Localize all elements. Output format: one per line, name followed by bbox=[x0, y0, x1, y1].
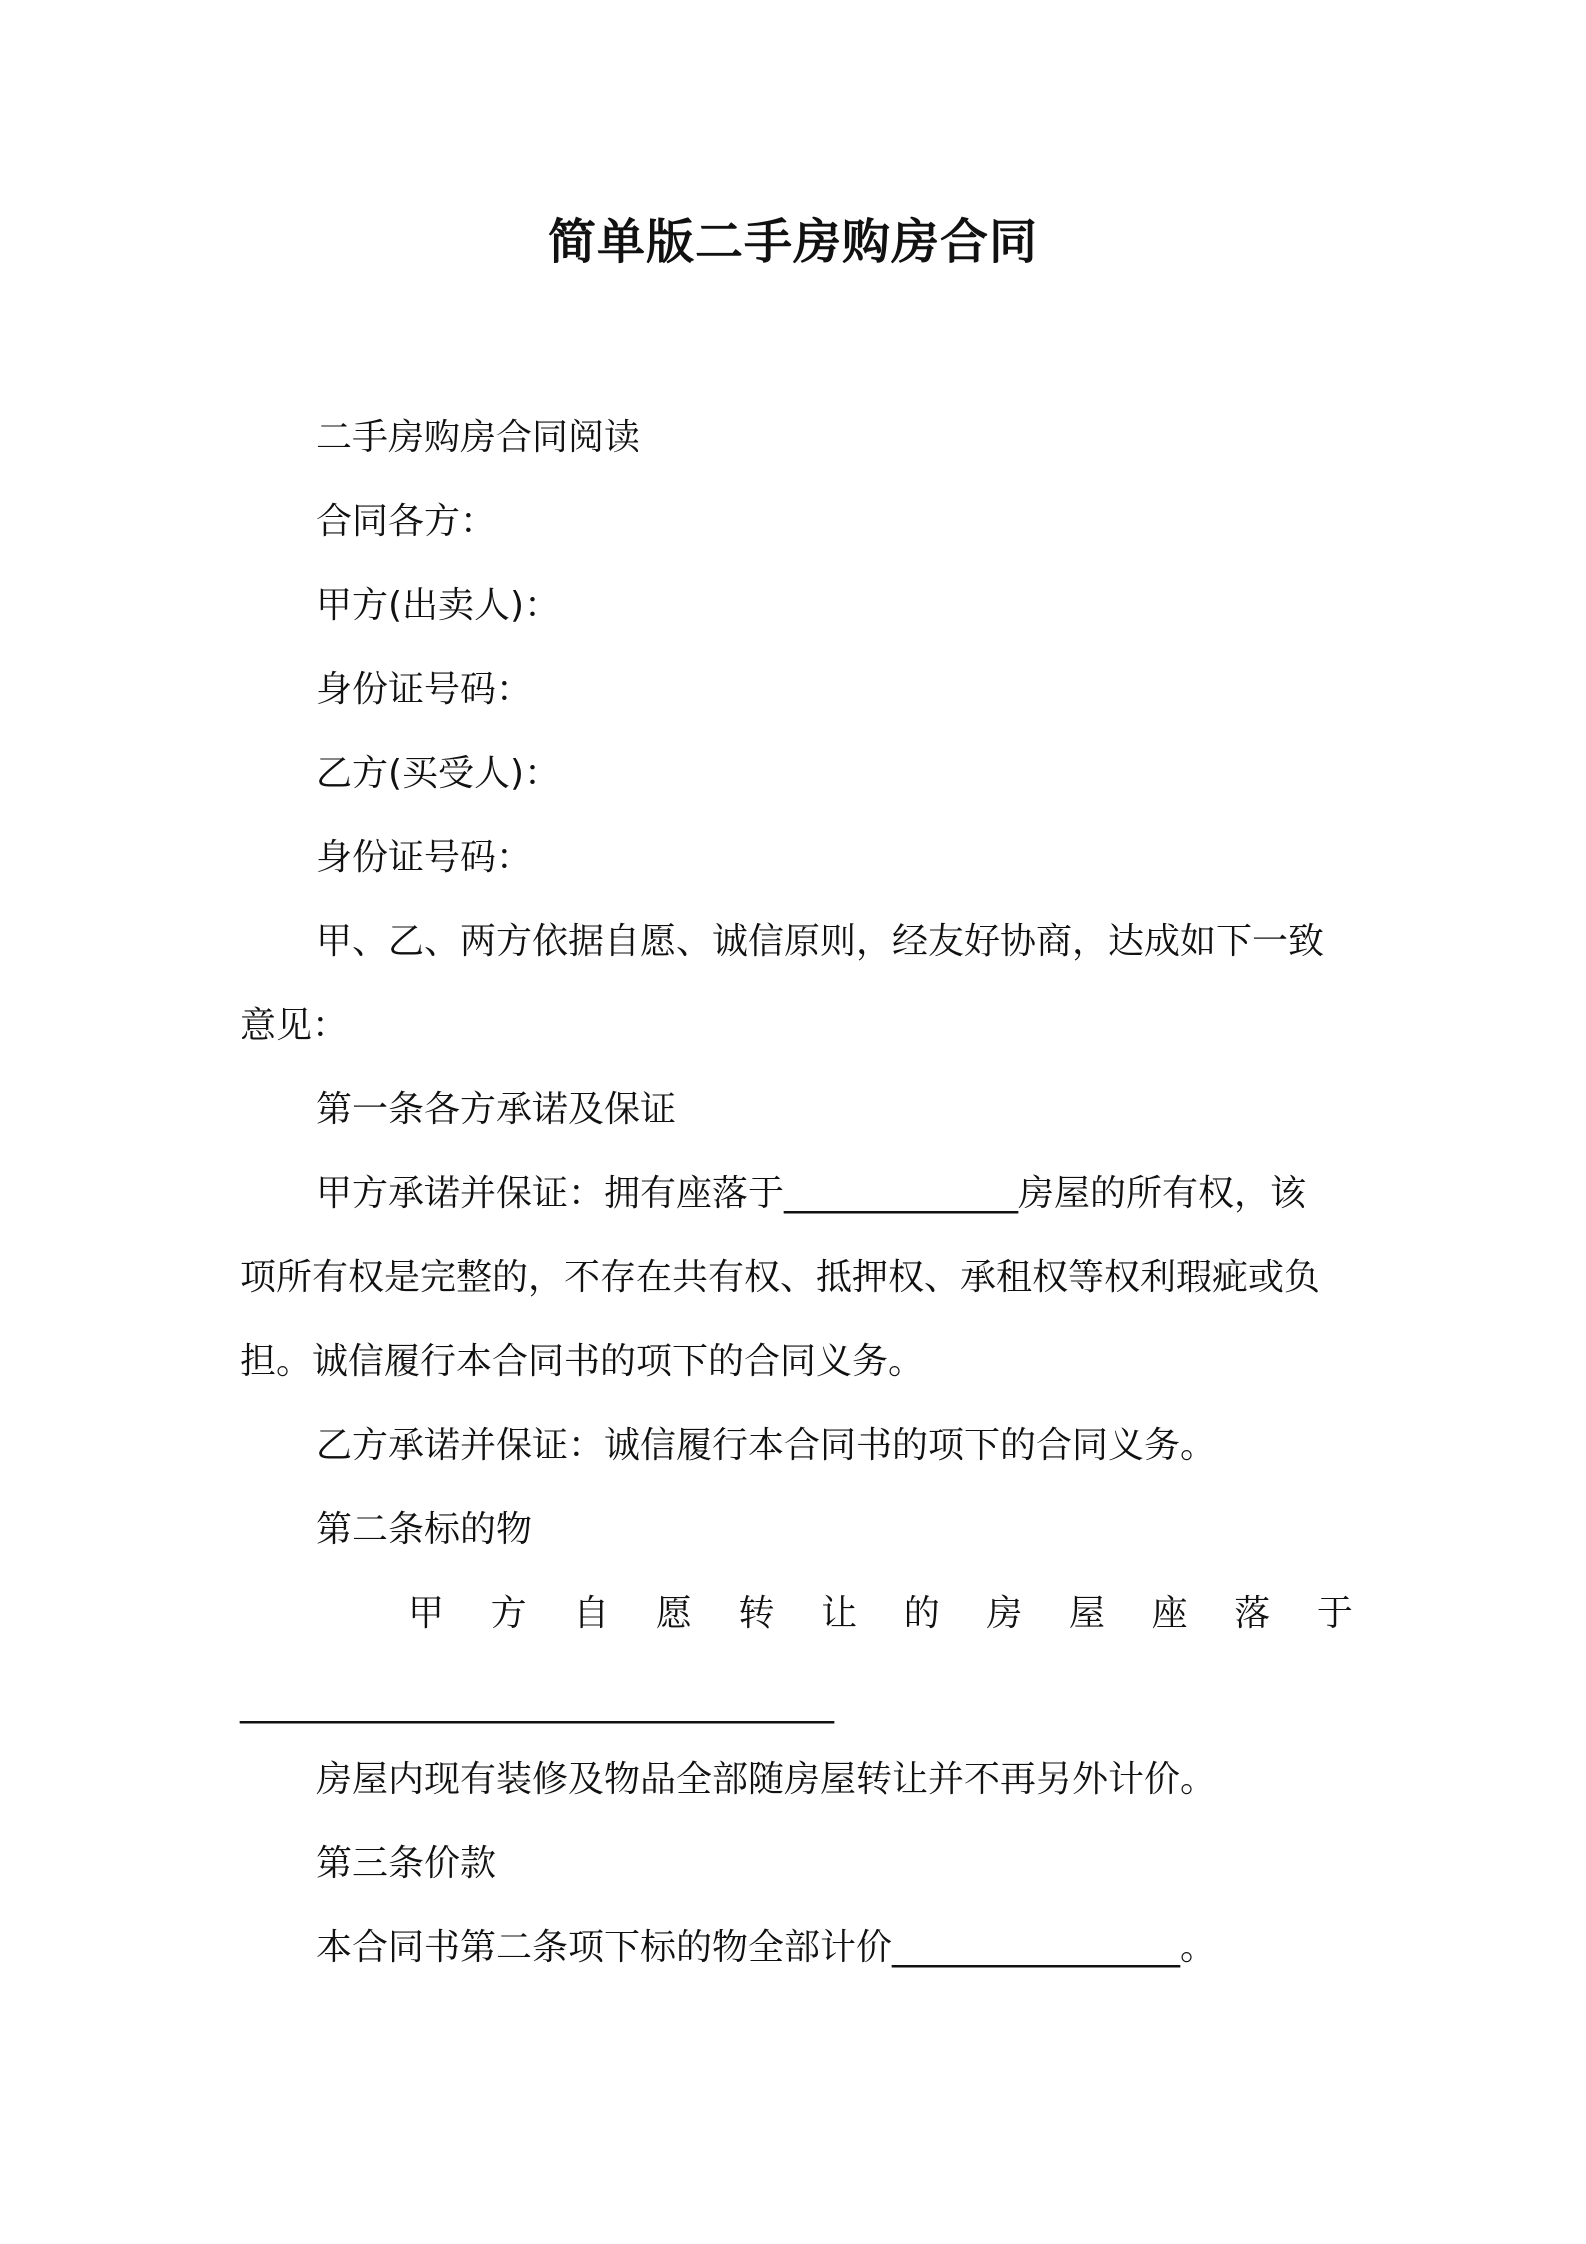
article-1-para-2: 项所有权是完整的，不存在共有权、抵押权、承租权等权利瑕疵或负 bbox=[240, 1257, 1321, 1298]
party-b-id-line: 身份证号码： bbox=[316, 837, 533, 878]
article-2-heading: 第二条标的物 bbox=[316, 1509, 533, 1550]
preamble-line-2: 意见： bbox=[240, 1005, 349, 1046]
spread-char: 愿 bbox=[655, 1593, 692, 1634]
spread-char: 房 bbox=[986, 1593, 1023, 1634]
article-3-para: 本合同书第二条项下标的物全部计价________________。 bbox=[316, 1927, 1217, 1968]
spread-char: 方 bbox=[490, 1593, 527, 1634]
document-title: 简单版二手房购房合同 bbox=[547, 214, 1038, 270]
subtitle-line: 二手房购房合同阅读 bbox=[316, 417, 641, 458]
party-b-line: 乙方(买受人)： bbox=[316, 753, 561, 794]
spread-char: 屋 bbox=[1069, 1593, 1106, 1634]
spread-char: 于 bbox=[1316, 1593, 1353, 1634]
party-a-id-line: 身份证号码： bbox=[316, 669, 533, 710]
parties-heading: 合同各方： bbox=[316, 501, 497, 542]
article-1-para-3: 担。诚信履行本合同书的项下的合同义务。 bbox=[240, 1341, 925, 1382]
article-1-heading: 第一条各方承诺及保证 bbox=[316, 1089, 677, 1130]
article-1-para-4: 乙方承诺并保证：诚信履行本合同书的项下的合同义务。 bbox=[316, 1425, 1217, 1466]
article-3-heading: 第三条价款 bbox=[316, 1843, 497, 1884]
party-a-line: 甲方(出卖人)： bbox=[316, 585, 561, 626]
spread-char: 自 bbox=[573, 1593, 610, 1634]
article-2-blank-line: _________________________________ bbox=[240, 1683, 834, 1724]
article-2-spread-line bbox=[408, 1590, 1353, 1638]
spread-char: 让 bbox=[821, 1593, 858, 1634]
spread-char: 的 bbox=[903, 1593, 940, 1634]
article-2-para: 房屋内现有装修及物品全部随房屋转让并不再另外计价。 bbox=[316, 1759, 1217, 1800]
article-1-para-1: 甲方承诺并保证：拥有座落于_____________房屋的所有权，该 bbox=[316, 1173, 1307, 1214]
preamble-line-1: 甲、乙、两方依据自愿、诚信原则，经友好协商，达成如下一致 bbox=[316, 921, 1325, 962]
spread-char: 甲 bbox=[408, 1593, 445, 1634]
spread-char: 转 bbox=[738, 1593, 775, 1634]
spread-char: 座 bbox=[1151, 1593, 1188, 1634]
spread-char: 落 bbox=[1234, 1593, 1271, 1634]
